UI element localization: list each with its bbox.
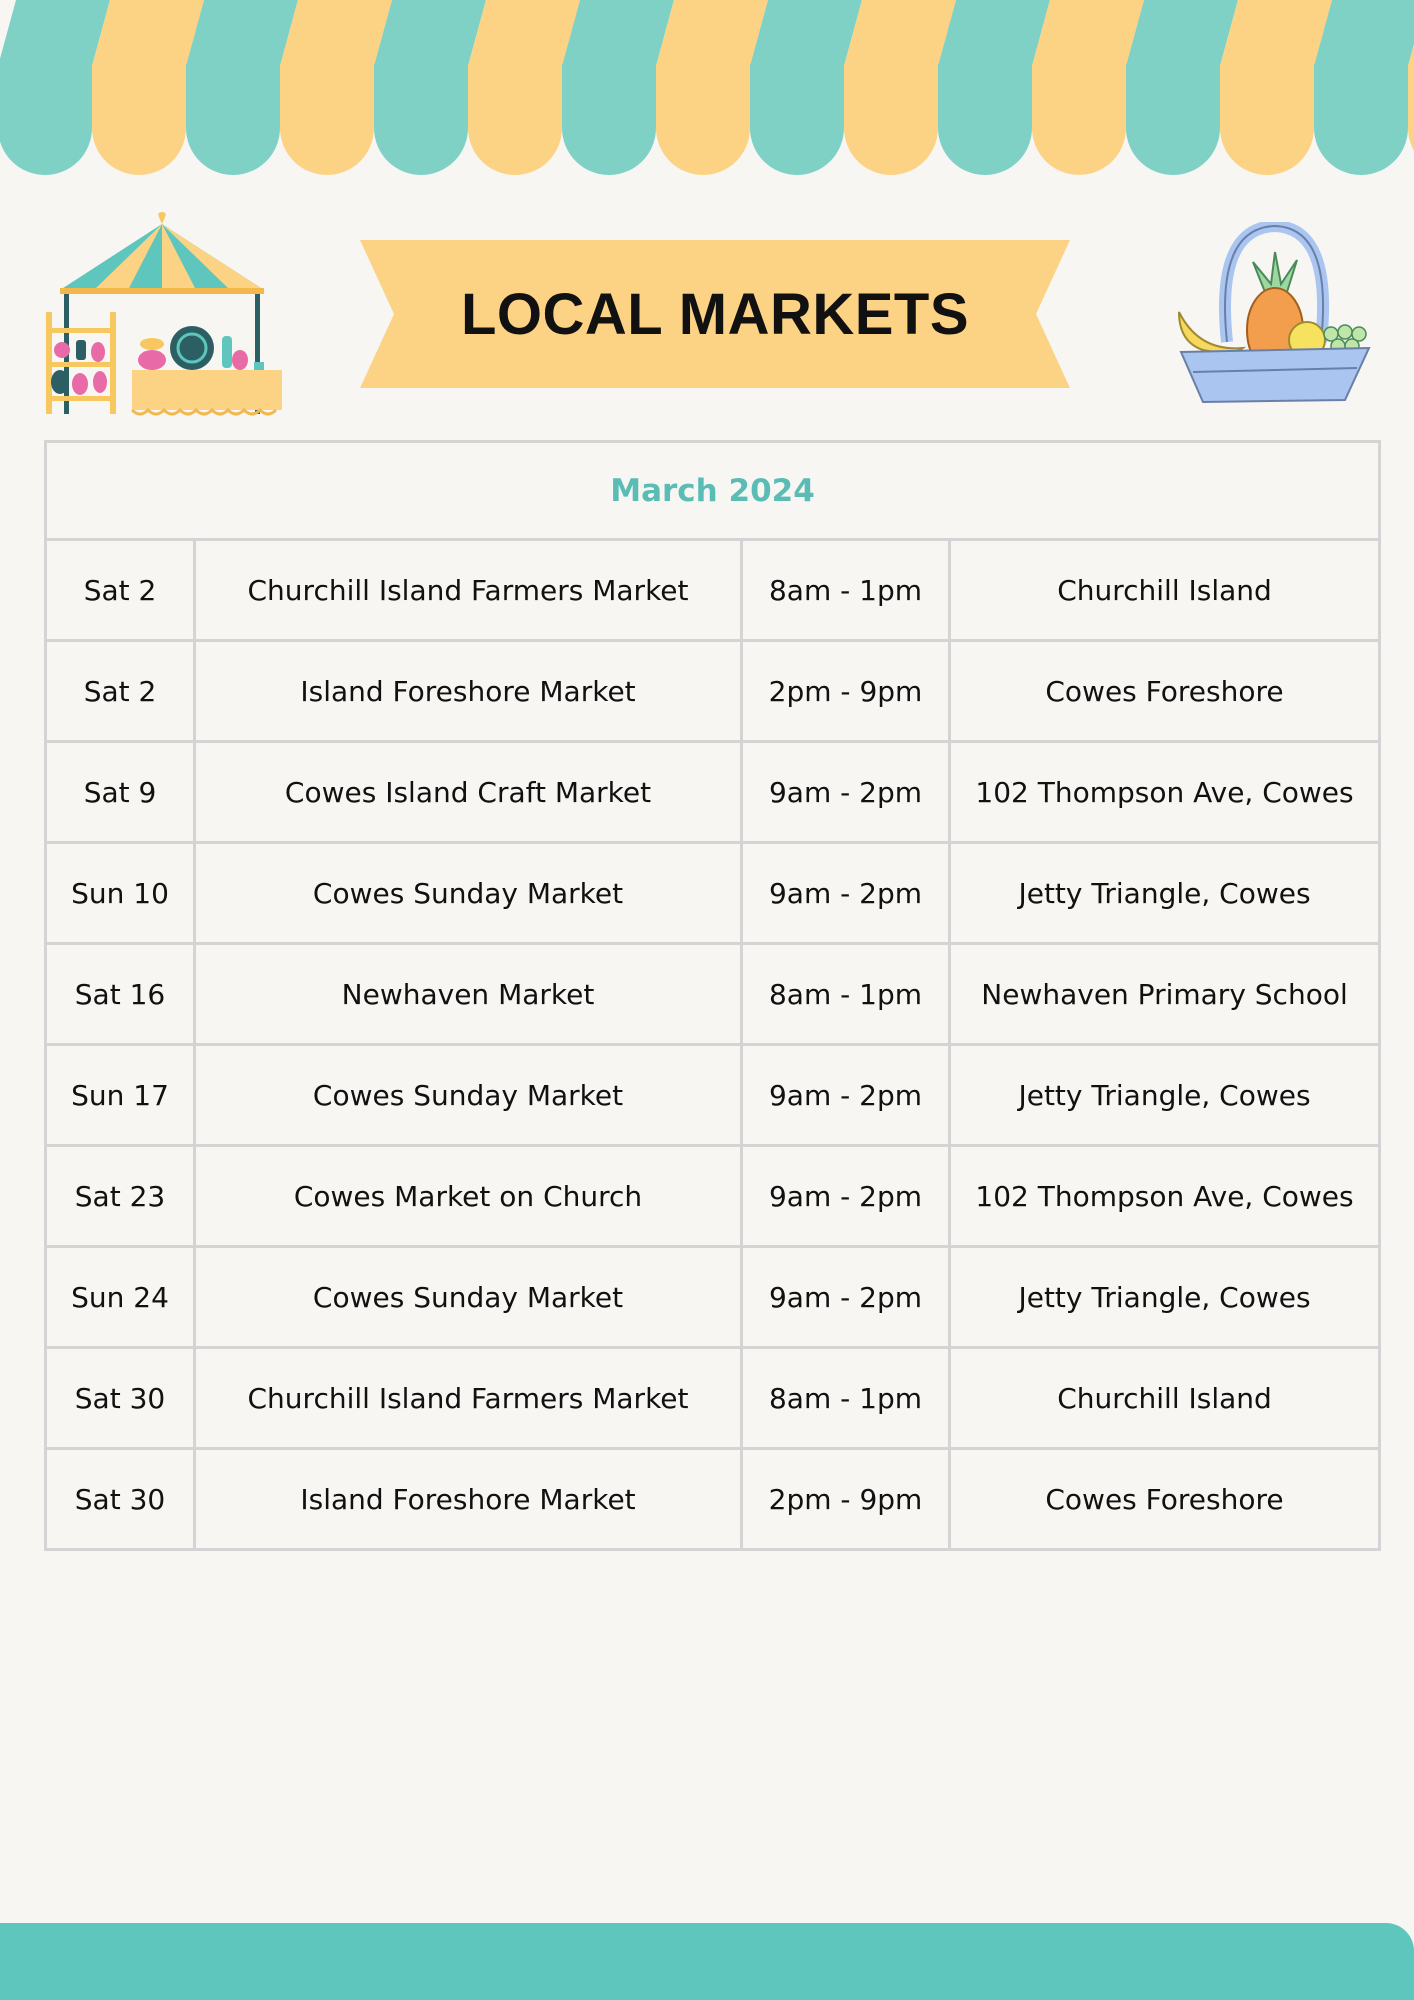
market-time-cell: 2pm - 9pm [742, 1449, 950, 1550]
market-date-cell: Sat 30 [46, 1449, 195, 1550]
market-time-cell: 9am - 2pm [742, 1045, 950, 1146]
market-date-cell: Sat 16 [46, 944, 195, 1045]
market-location-cell: Cowes Foreshore [950, 1449, 1380, 1550]
market-time-cell: 8am - 1pm [742, 1348, 950, 1449]
market-date-cell: Sat 2 [46, 540, 195, 641]
market-schedule-table [44, 440, 1381, 1551]
table-row [46, 843, 1380, 944]
market-name-cell: Churchill Island Farmers Market [195, 1348, 742, 1449]
market-location-cell: Newhaven Primary School [950, 944, 1380, 1045]
market-date-cell: Sun 10 [46, 843, 195, 944]
table-row [46, 1045, 1380, 1146]
table-row [46, 641, 1380, 742]
market-name-cell: Cowes Sunday Market [195, 1247, 742, 1348]
market-name-cell: Cowes Sunday Market [195, 1045, 742, 1146]
table-row [46, 1348, 1380, 1449]
market-location-cell: Jetty Triangle, Cowes [950, 843, 1380, 944]
market-date-cell: Sat 2 [46, 641, 195, 742]
month-title: March 2024 [46, 442, 1380, 540]
table-row [46, 1449, 1380, 1550]
market-name-cell: Cowes Island Craft Market [195, 742, 742, 843]
title-banner [360, 240, 1070, 388]
market-name-cell: Cowes Sunday Market [195, 843, 742, 944]
table-row [46, 742, 1380, 843]
market-time-cell: 9am - 2pm [742, 1247, 950, 1348]
market-time-cell: 9am - 2pm [742, 1146, 950, 1247]
market-location-cell: Churchill Island [950, 540, 1380, 641]
table-row [46, 540, 1380, 641]
market-location-cell: Jetty Triangle, Cowes [950, 1045, 1380, 1146]
market-name-cell: Newhaven Market [195, 944, 742, 1045]
market-name-cell: Island Foreshore Market [195, 641, 742, 742]
awning-decoration [0, 0, 1414, 180]
market-date-cell: Sat 30 [46, 1348, 195, 1449]
market-location-cell: Jetty Triangle, Cowes [950, 1247, 1380, 1348]
market-stall-icon [40, 210, 290, 420]
page-title: LOCAL MARKETS [460, 281, 970, 347]
market-time-cell: 8am - 1pm [742, 540, 950, 641]
market-date-cell: Sat 23 [46, 1146, 195, 1247]
table-row [46, 944, 1380, 1045]
market-date-cell: Sat 9 [46, 742, 195, 843]
market-date-cell: Sun 17 [46, 1045, 195, 1146]
fruit-basket-icon [1175, 222, 1375, 407]
market-location-cell: 102 Thompson Ave, Cowes [950, 742, 1380, 843]
market-date-cell: Sun 24 [46, 1247, 195, 1348]
month-header-row [46, 442, 1380, 540]
market-time-cell: 9am - 2pm [742, 843, 950, 944]
market-location-cell: Churchill Island [950, 1348, 1380, 1449]
market-name-cell: Cowes Market on Church [195, 1146, 742, 1247]
market-name-cell: Churchill Island Farmers Market [195, 540, 742, 641]
market-location-cell: 102 Thompson Ave, Cowes [950, 1146, 1380, 1247]
table-row [46, 1247, 1380, 1348]
footer-bar [0, 1923, 1414, 2000]
market-location-cell: Cowes Foreshore [950, 641, 1380, 742]
market-time-cell: 9am - 2pm [742, 742, 950, 843]
table-row [46, 1146, 1380, 1247]
market-time-cell: 8am - 1pm [742, 944, 950, 1045]
market-time-cell: 2pm - 9pm [742, 641, 950, 742]
market-name-cell: Island Foreshore Market [195, 1449, 742, 1550]
